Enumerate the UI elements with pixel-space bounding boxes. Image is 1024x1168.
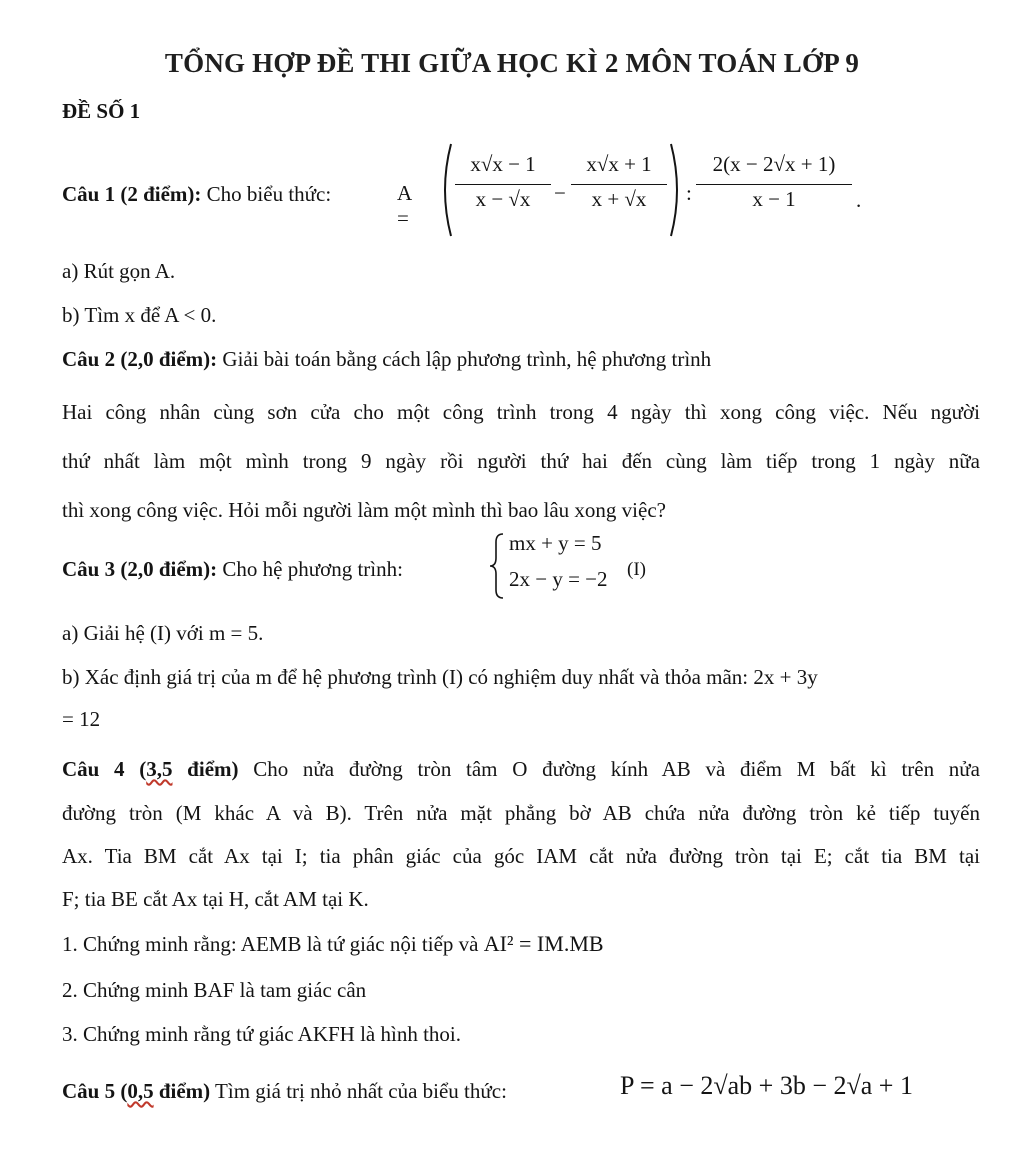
question-4-label: Câu 4 (3,5 điểm) bbox=[62, 757, 239, 781]
formula-period: . bbox=[856, 188, 862, 212]
fraction-2-numerator: x√x + 1 bbox=[586, 152, 652, 176]
question-3a: a) Giải hệ (I) với m = 5. bbox=[62, 621, 264, 645]
question-3-intro bbox=[62, 556, 403, 582]
question-1-intro bbox=[62, 181, 331, 207]
question-3b-line-2: = 12 bbox=[62, 707, 101, 731]
question-5-label: Câu 5 (0,5 điểm) bbox=[62, 1079, 211, 1103]
question-5-intro bbox=[62, 1078, 507, 1104]
question-4-item-1: 1. Chứng minh rằng: AEMB là tứ giác nội tiếp và AI² = IM.MB bbox=[62, 931, 604, 956]
question-4-line-4: F; tia BE cắt Ax tại H, cắt AM tại K. bbox=[62, 887, 369, 911]
question-4-line-1 bbox=[62, 756, 980, 782]
fraction-1-denominator: x − √x bbox=[475, 187, 531, 211]
system-equation-2: 2x − y = −2 bbox=[509, 567, 608, 591]
question-1a: a) Rút gọn A. bbox=[62, 259, 176, 283]
question-5-formula: P = a − 2√ab + 3b − 2√a + 1 bbox=[620, 1071, 913, 1100]
question-4-item-3: 3. Chứng minh rằng tứ giác AKFH là hình thoi. bbox=[62, 1022, 461, 1046]
question-1-text: Cho biểu thức: bbox=[201, 182, 332, 206]
question-4-line-3: Ax. Tia BM cắt Ax tại I; tia phân giác của góc IAM cắt nửa đường tròn tại E; cắt tia BM tại bbox=[62, 844, 980, 868]
question-1b: b) Tìm x để A < 0. bbox=[62, 303, 217, 327]
fraction-1 bbox=[455, 152, 551, 212]
question-3-label: Câu 3 (2,0 điểm): bbox=[62, 557, 218, 581]
question-5-text: Tìm giá trị nhỏ nhất của biểu thức: bbox=[210, 1079, 507, 1103]
question-3-text: Cho hệ phương trình: bbox=[217, 557, 403, 581]
question-4-item-2: 2. Chứng minh BAF là tam giác cân bbox=[62, 978, 367, 1002]
question-2-line-3: thì xong công việc. Hỏi mỗi người làm một mình thì bao lâu xong việc? bbox=[62, 498, 666, 522]
question-2-intro bbox=[62, 346, 711, 372]
formula-lhs: A = bbox=[397, 181, 412, 230]
formula-colon: : bbox=[686, 181, 692, 205]
question-2-label: Câu 2 (2,0 điểm): bbox=[62, 347, 218, 371]
right-paren-icon bbox=[668, 142, 684, 238]
question-3b-line-1: b) Xác định giá trị của m để hệ phương trình (I) có nghiệm duy nhất và thỏa mãn: 2x + 3y bbox=[62, 665, 818, 689]
fraction-3-numerator: 2(x − 2√x + 1) bbox=[712, 152, 836, 176]
question-4-text: Cho nửa đường tròn tâm O đường kính AB và điểm M bất kì trên nửa bbox=[238, 757, 980, 781]
question-2-text: Giải bài toán bằng cách lập phương trình, hệ phương trình bbox=[217, 347, 712, 371]
fraction-1-numerator: x√x − 1 bbox=[470, 152, 536, 176]
left-paren-icon bbox=[438, 142, 454, 238]
fraction-3 bbox=[696, 152, 852, 212]
formula-minus: − bbox=[554, 181, 566, 205]
exam-number: ĐỀ SỐ 1 bbox=[62, 99, 141, 123]
fraction-3-denominator: x − 1 bbox=[752, 187, 796, 211]
system-brace-icon bbox=[489, 532, 505, 600]
question-4-line-2: đường tròn (M khác A và B). Trên nửa mặt phẳng bờ AB chứa nửa đường tròn kẻ tiếp tuyến bbox=[62, 801, 980, 825]
fraction-2-denominator: x + √x bbox=[591, 187, 647, 211]
question-4-item-1-math: AI² = IM.MB bbox=[483, 931, 604, 956]
question-2-line-2: thứ nhất làm một mình trong 9 ngày rồi người thứ hai đến cùng làm tiếp trong 1 ngày nữa bbox=[62, 449, 980, 473]
page-title: TỔNG HỢP ĐỀ THI GIỮA HỌC KÌ 2 MÔN TOÁN LỚP 9 bbox=[164, 48, 860, 78]
system-tag: (I) bbox=[627, 559, 646, 580]
fraction-2 bbox=[571, 152, 667, 212]
system-equation-1: mx + y = 5 bbox=[509, 531, 602, 555]
question-1-label: Câu 1 (2 điểm): bbox=[62, 182, 202, 206]
question-2-line-1: Hai công nhân cùng sơn cửa cho một công trình trong 4 ngày thì xong công việc. Nếu người bbox=[62, 400, 980, 424]
